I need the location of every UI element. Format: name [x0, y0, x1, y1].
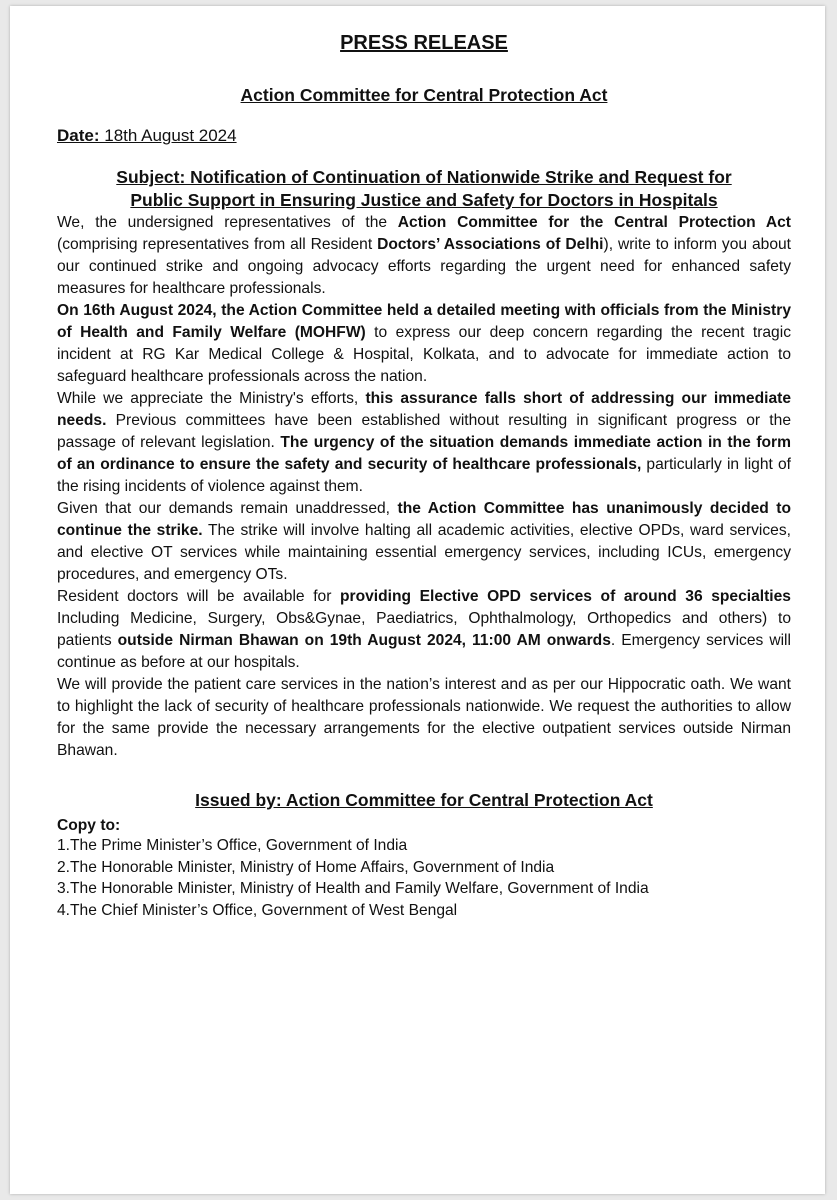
p1-bold-1: Action Committee for the Central Protection Act [397, 214, 791, 231]
p1-text-3: ), write to inform you about our continued strike and ongoing advocacy efforts regarding the urgent need for enhanced safety measures for healthcare professionals. [57, 236, 791, 297]
press-release-title: PRESS RELEASE [340, 32, 508, 54]
paragraph-patient-care: We will provide the patient care services in the nation’s interest and as per our Hippocratic oath. We want to highlight the lack of security of healthcare professionals nationwide. We request the authorities to allow for the same provide the necessary arrangements for the elective outpatient services outside Nirman Bhawan. [57, 676, 791, 759]
p5-text-3: . Emergency services will continue as before at our hospitals. [57, 632, 791, 671]
paragraph-meeting [57, 300, 791, 388]
copy-to-item: 1.The Prime Minister’s Office, Government of India [57, 837, 408, 854]
p3-bold-1: this assurance falls short of addressing our immediate needs. [57, 390, 791, 429]
p5-text-1: Resident doctors will be available for [57, 588, 340, 605]
date-value: 18th August 2024 [99, 126, 237, 145]
subject-line-2: Public Support in Ensuring Justice and Safety for Doctors in Hospitals [130, 190, 718, 210]
document-page [10, 6, 825, 1194]
p4-text-1: Given that our demands remain unaddressed, [57, 500, 398, 517]
subject-line-1: Subject: Notification of Continuation of Nationwide Strike and Request for [116, 167, 732, 187]
paragraph-assurance [57, 388, 791, 498]
subject-heading [57, 166, 791, 212]
p3-text-3: particularly in light of the rising incidents of violence against them. [57, 456, 791, 495]
copy-to-item: 2.The Honorable Minister, Ministry of Home Affairs, Government of India [57, 858, 555, 876]
p4-text-2: The strike will involve halting all academic activities, elective OPDs, ward services, and elective OT services while maintaining essential emergency services, including ICUs, emergency procedures, and emergency OTs. [57, 522, 791, 583]
p3-bold-2: The urgency of the situation demands immediate action in the form of an ordinance to ensure the safety and security of healthcare professionals, [57, 434, 791, 473]
p4-bold-1: the Action Committee has unanimously decided to continue the strike. [57, 500, 791, 539]
p1-text-2: (comprising representatives from all Resident [57, 236, 378, 253]
release-date [57, 126, 791, 146]
paragraph-strike [57, 498, 791, 586]
p3-text-2: Previous committees have been established without resulting in significant progress or the passage of relevant legislation. [57, 412, 791, 451]
committee-heading: Action Committee for Central Protection Act [240, 85, 608, 105]
p2-bold-1: On 16th August 2024, the Action Committee held a detailed meeting with officials from the Ministry of Health and Family Welfare (MOHFW) [57, 302, 791, 341]
paragraph-intro [57, 212, 791, 300]
copy-to-item: 3.The Honorable Minister, Ministry of Health and Family Welfare, Government of India [57, 880, 649, 897]
document-content [57, 32, 791, 921]
copy-to-item: 4.The Chief Minister’s Office, Government of West Bengal [57, 901, 458, 919]
paragraph-opd-services [57, 586, 791, 674]
p5-text-2: Including Medicine, Surgery, Obs&Gynae, Paediatrics, Ophthalmology, Orthopedics and others) to patients [57, 610, 791, 649]
copy-to-title: Copy to: [57, 817, 121, 834]
p5-bold-1: providing Elective OPD services of around 36 specialties [339, 588, 791, 605]
issued-by: Issued by: Action Committee for Central Protection Act [195, 790, 653, 810]
p1-bold-2: Doctors’ Associations of Delhi [377, 236, 604, 253]
date-label: Date: [57, 126, 100, 145]
p3-text-1: While we appreciate the Ministry's efforts, [57, 390, 366, 407]
p2-text-1: to express our deep concern regarding the recent tragic incident at RG Kar Medical College & Hospital, Kolkata, and to advocate for immediate action to safeguard healthcare professionals across the nation. [57, 324, 791, 385]
p5-bold-2: outside Nirman Bhawan on 19th August 2024, 11:00 AM onwards [117, 632, 611, 649]
p1-text-1: We, the undersigned representatives of the [57, 214, 398, 231]
